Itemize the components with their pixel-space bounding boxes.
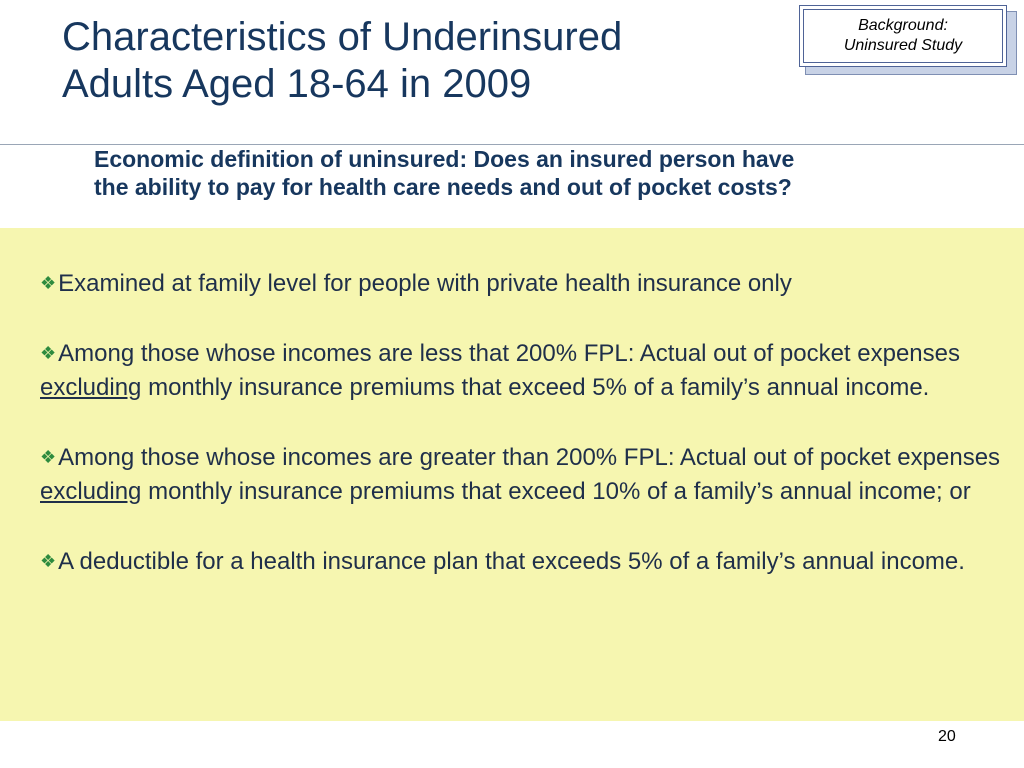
- bullet-emphasis: excluding: [40, 374, 142, 401]
- slide-title-line-1: Characteristics of Underinsured: [62, 15, 623, 59]
- slide-title-line-2: Adults Aged 18-64 in 2009: [62, 62, 532, 106]
- background-tag-line-2: Uninsured Study: [843, 37, 963, 54]
- bullet-text: A deductible for a health insurance plan that exceeds 5% of a family’s annual income.: [58, 548, 965, 575]
- bullet-text: Among those whose incomes are less that 200% FPL: Actual out of pocket expenses: [58, 340, 960, 367]
- diamond-bullet-icon: ❖: [40, 343, 57, 363]
- bullet-item-family-level: [40, 266, 1020, 301]
- bullet-text-continued: monthly insurance premiums that exceed 10% of a family’s annual income; or: [141, 478, 971, 505]
- bullet-item-above-200-fpl: [40, 440, 1020, 509]
- diamond-bullet-icon: ❖: [40, 273, 57, 293]
- bullet-text: Examined at family level for people with private health insurance only: [58, 270, 792, 297]
- subtitle-line-2: the ability to pay for health care needs and out of pocket costs?: [94, 174, 792, 200]
- diamond-bullet-icon: ❖: [40, 551, 57, 571]
- page-number: 20: [938, 728, 956, 745]
- background-tag-box: [799, 5, 1007, 67]
- background-tag-line-1: Background:: [858, 17, 948, 34]
- diamond-bullet-icon: ❖: [40, 447, 57, 467]
- subtitle-line-1: Economic definition of uninsured: Does an insured person have: [94, 146, 795, 172]
- bullet-list: [40, 266, 1020, 579]
- bullet-text-continued: monthly insurance premiums that exceed 5% of a family’s annual income.: [141, 374, 930, 401]
- bullet-emphasis: excluding: [40, 478, 142, 505]
- bullet-item-deductible: [40, 544, 1020, 579]
- subtitle: [94, 145, 994, 201]
- bullet-text: Among those whose incomes are greater than 200% FPL: Actual out of pocket expenses: [58, 444, 1001, 471]
- bullet-item-below-200-fpl: [40, 336, 1020, 405]
- slide-title: [62, 14, 762, 108]
